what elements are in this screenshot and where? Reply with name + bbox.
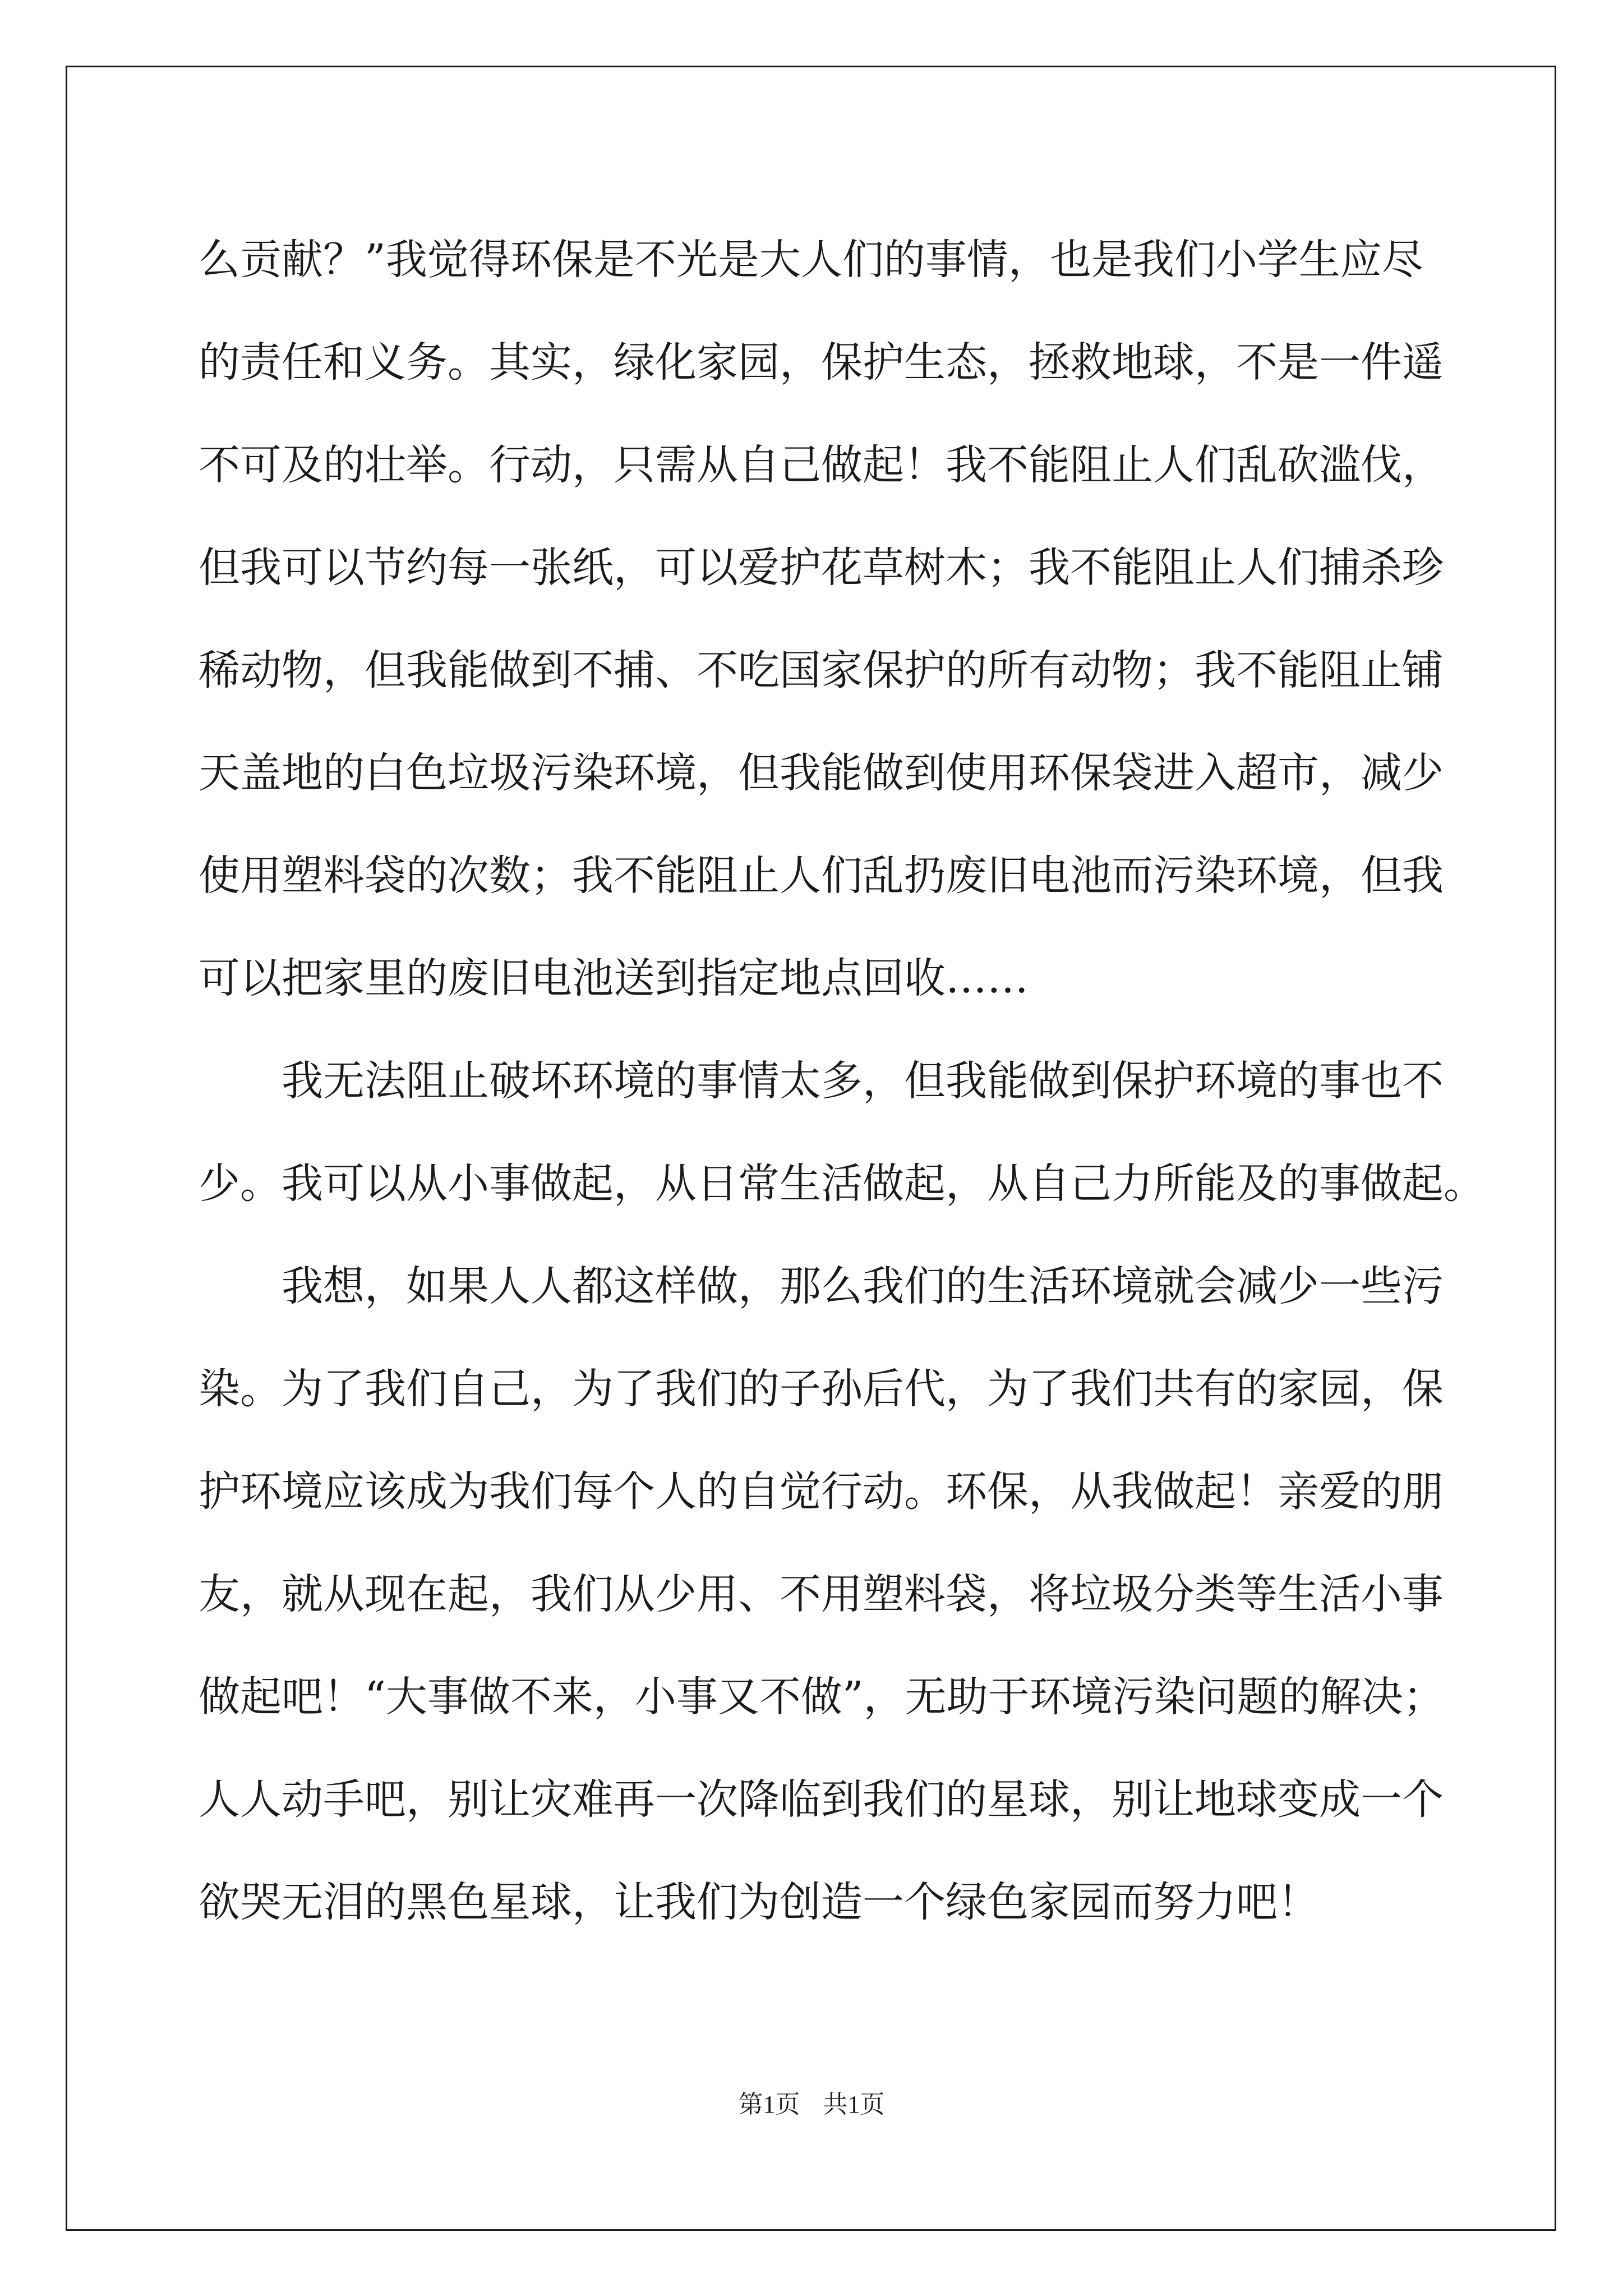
paragraph-first-line: 我想，如果人人都这样做，那么我们的生活环境就会减少一些污 (282, 1262, 1444, 1310)
text-line: 不可及的壮举。行动，只需从自己做起！我不能阻止人们乱砍滥伐， (199, 441, 1444, 489)
text-line: 么贡献？”我觉得环保是不光是大人们的事情，也是我们小学生应尽 (199, 236, 1423, 284)
text-line: 可以把家里的废旧电池送到指定地点回收…… (199, 954, 1029, 1002)
text-line: 使用塑料袋的次数；我不能阻止人们乱扔废旧电池而污染环境，但我 (199, 852, 1444, 900)
text-line: 稀动物，但我能做到不捕、不吃国家保护的所有动物；我不能阻止铺 (199, 646, 1444, 694)
text-line: 天盖地的白色垃圾污染环境，但我能做到使用环保袋进入超市，减少 (199, 749, 1444, 797)
text-line: 的责任和义务。其实，绿化家园，保护生态，拯救地球，不是一件遥 (199, 338, 1444, 386)
text-line: 但我可以节约每一张纸，可以爱护花草树木；我不能阻止人们捕杀珍 (199, 544, 1444, 592)
text-line: 护环境应该成为我们每个人的自觉行动。环保，从我做起！亲爱的朋 (199, 1467, 1444, 1516)
paragraph-first-line: 我无法阻止破坏环境的事情太多，但我能做到保护环境的事也不 (282, 1057, 1444, 1105)
document-body (199, 209, 1485, 1954)
text-line: 做起吧！“大事做不来，小事又不做”，无助于环境污染问题的解决； (199, 1673, 1445, 1721)
page-number-footer: 第1页 共1页 (738, 2091, 885, 2118)
text-line: 欲哭无泪的黑色星球，让我们为创造一个绿色家园而努力吧！ (199, 1878, 1319, 1926)
text-line: 染。为了我们自己，为了我们的子孙后代，为了我们共有的家园，保 (199, 1365, 1444, 1413)
text-line: 少。我可以从小事做起，从日常生活做起，从自己力所能及的事做起。 (199, 1159, 1485, 1208)
text-line: 人人动手吧，别让灾难再一次降临到我们的星球，别让地球变成一个 (199, 1775, 1444, 1824)
text-line: 友，就从现在起，我们从少用、不用塑料袋，将垃圾分类等生活小事 (199, 1570, 1444, 1618)
